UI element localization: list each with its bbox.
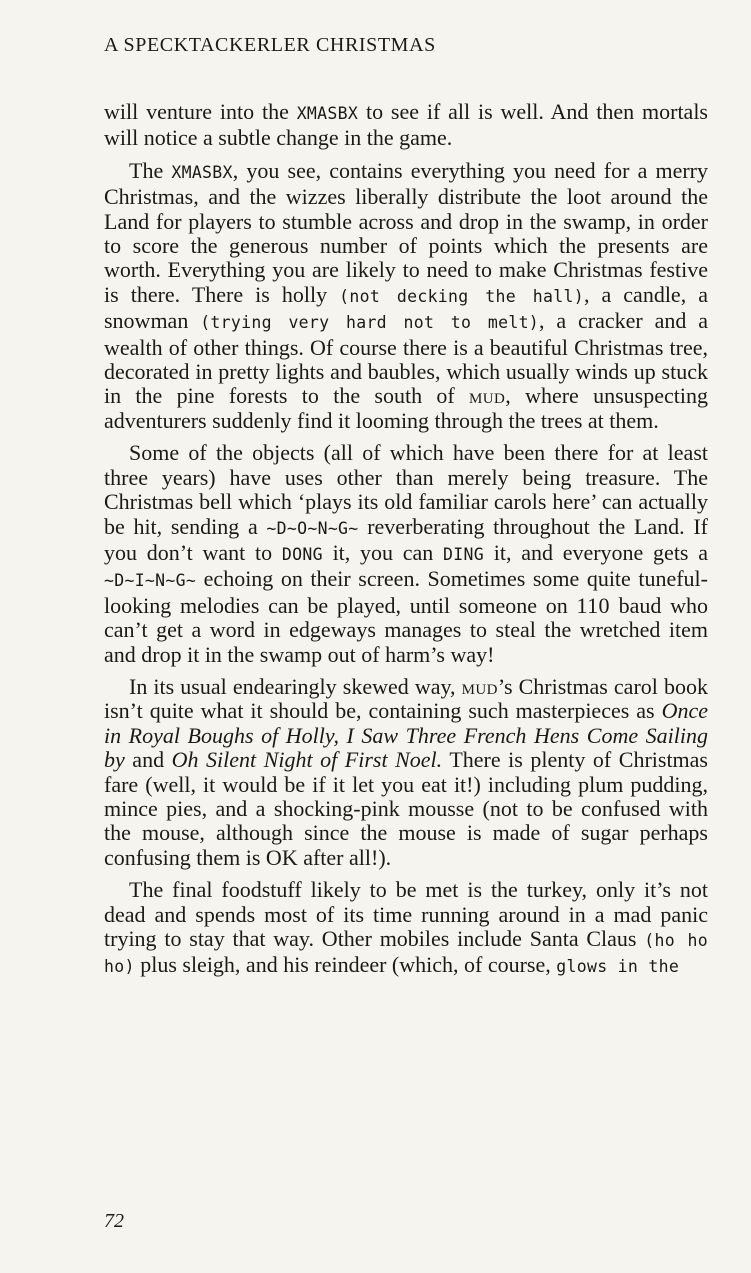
monospace-quote: glows in the — [556, 957, 680, 977]
paragraph-4 — [104, 675, 708, 870]
text-run: , you see, contains everything you need for a merry Christmas, and the wizzes liberally distribute the loot around the Land for players to stumble across and drop in the swamp, in order to score the generous number of points which the presents are worth. Everything you are likely to need to make Christmas festive is there. There is holly — [104, 157, 709, 307]
text-run: will venture into the — [104, 99, 297, 124]
small-caps-term: mud — [461, 673, 498, 699]
monospace-command: DONG — [281, 544, 323, 564]
monospace-command: ~D~I~N~G~ — [104, 571, 197, 591]
text-run: In its usual endearingly skewed way, — [129, 673, 462, 699]
paragraph-3 — [104, 441, 708, 667]
text-run: , where unsuspecting adventurers suddenly find it looming through the trees at them. — [104, 383, 709, 433]
text-run: plus sleigh, and his reindeer (which, of course, — [134, 952, 557, 978]
text-run: The — [129, 157, 172, 183]
text-run: it, you can — [322, 539, 444, 565]
monospace-quote: (trying very hard not to melt) — [200, 313, 540, 333]
paragraph-1 — [104, 100, 708, 151]
text-run: baud who can’t get a word in edgeways manages to steal the wretched item and drop it in the swamp out of harm’s way! — [104, 592, 708, 667]
text-run: echoing on their screen. Sometimes some quite tuneful-looking melodies can be played, until someone on — [104, 566, 708, 618]
text-run: reverberating throughout the Land. If you don’t want to — [104, 513, 708, 565]
italic-title: Oh Silent Night of First Noel. — [171, 747, 443, 773]
text-run: and — [124, 747, 172, 773]
text-run: The final foodstuff likely to be met is the turkey, only it’s not dead and spends most of its time running around in a mad panic trying to stay that way. Other mobiles include Santa Claus — [104, 877, 708, 951]
text-run: , a candle, a snowman — [104, 281, 709, 334]
italic-title: Once in Royal Boughs of Holly, I Saw Three French Hens Come Sailing by — [104, 698, 708, 773]
monospace-command: XMASBX — [171, 162, 233, 182]
text-run: , a cracker and a wealth of other things. Of course there is a beautiful Christmas tree, decorated in pretty lights and baubles, which usually winds up stuck in the pine forests to the south of — [104, 308, 709, 409]
monospace-quote: (not decking the hall) — [339, 286, 584, 306]
monospace-quote: (ho ho ho) — [104, 931, 708, 977]
text-run: ’s Christmas carol book isn’t quite what it should be, containing such masterpieces as — [104, 673, 708, 724]
paragraph-2 — [104, 159, 708, 433]
monospace-command: DING — [443, 544, 484, 564]
text-run: to see if all is well. And then mortals will notice a subtle change in the game. — [104, 99, 708, 151]
text-run: Some of the objects (all of which have been there for at least three years) have uses other than merely being treasure. The Christmas bell which ‘plays its old familiar carols here’ can actually be hit, sending a — [104, 440, 708, 539]
body-text — [104, 100, 708, 980]
text-run: it, and everyone gets a — [483, 539, 708, 565]
monospace-command: XMASBX — [296, 104, 359, 123]
text-run: There is plenty of Christmas fare (well, it would be if it let you eat it!) including plum pudding, mince pies, and a shocking-pink mousse (not to be confused with the mouse, although since the mouse is made of sugar perhaps confusing them is OK after all!). — [104, 747, 708, 870]
paragraph-5 — [104, 878, 708, 980]
monospace-command: ~D~O~N~G~ — [266, 518, 359, 538]
small-caps-term: 110 — [576, 592, 610, 618]
running-head: A SPECKTACKERLER CHRISTMAS — [104, 34, 436, 56]
small-caps-term: mud — [469, 383, 506, 409]
page-number: 72 — [104, 1210, 124, 1232]
